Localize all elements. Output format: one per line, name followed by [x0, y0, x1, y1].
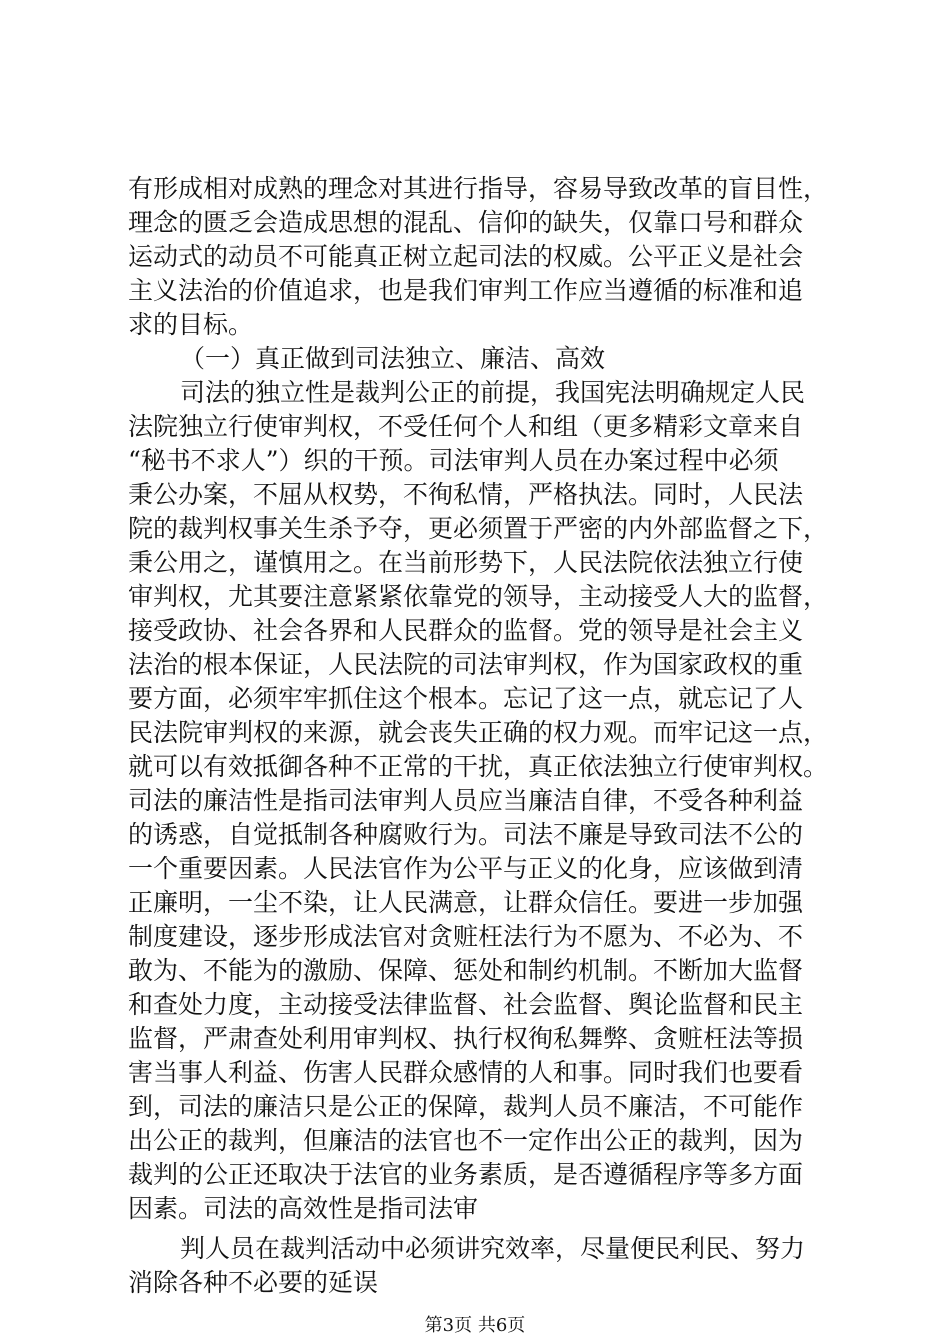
text-line: 主义法治的价值追求，也是我们审判工作应当遵循的标准和追	[128, 276, 804, 305]
text-line: 要方面，必须牢牢抓住这个根本。忘记了这一点，就忘记了人	[128, 684, 804, 713]
text-line: 院的裁判权事关生杀予夺，更必须置于严密的内外部监督之下，	[128, 514, 829, 543]
text-line: 判人员在裁判活动中必须讲究效率，尽量便民利民、努力	[180, 1234, 806, 1263]
text-line: 制度建设，逐步形成法官对贪赃枉法行为不愿为、不必为、不	[128, 922, 804, 951]
text-line: 监督，严肃查处利用审判权、执行权徇私舞弊、贪赃枉法等损	[128, 1024, 804, 1053]
text-line: 接受政协、社会各界和人民群众的监督。党的领导是社会主义	[128, 616, 804, 645]
text-line: 一个重要因素。人民法官作为公平与正义的化身，应该做到清	[128, 854, 804, 883]
text-line: 民法院审判权的来源，就会丧失正确的权力观。而牢记这一点，	[128, 718, 829, 747]
text-line: 就可以有效抵御各种不正常的干扰，真正依法独立行使审判权。	[128, 752, 829, 781]
section-heading: （一）真正做到司法独立、廉洁、高效	[180, 344, 606, 373]
text-line: 正廉明，一尘不染，让人民满意，让群众信任。要进一步加强	[128, 888, 804, 917]
text-line: 和查处力度，主动接受法律监督、社会监督、舆论监督和民主	[128, 990, 804, 1019]
text-line: 秉公办案，不屈从权势，不徇私情，严格执法。同时，人民法	[128, 480, 804, 509]
text-line: 司法的廉洁性是指司法审判人员应当廉洁自律，不受各种利益	[128, 786, 804, 815]
text-line: 司法的独立性是裁判公正的前提，我国宪法明确规定人民	[180, 378, 806, 407]
text-line: 出公正的裁判，但廉洁的法官也不一定作出公正的裁判，因为	[128, 1126, 804, 1155]
text-line: 求的目标。	[128, 310, 254, 339]
text-line: 法治的根本保证，人民法院的司法审判权，作为国家政权的重	[128, 650, 804, 679]
text-line: 审判权，尤其要注意紧紧依靠党的领导，主动接受人大的监督，	[128, 582, 829, 611]
page-footer: 第3页 共6页	[424, 1315, 526, 1336]
text-line: 有形成相对成熟的理念对其进行指导，容易导致改革的盲目性，	[128, 174, 829, 203]
text-line: 消除各种不必要的延误	[128, 1268, 379, 1297]
text-line: 裁判的公正还取决于法官的业务素质，是否遵循程序等多方面	[128, 1160, 804, 1189]
text-line: 因素。司法的高效性是指司法审	[128, 1194, 479, 1223]
text-line: 的诱惑，自觉抵制各种腐败行为。司法不廉是导致司法不公的	[128, 820, 804, 849]
text-line: 运动式的动员不可能真正树立起司法的权威。公平正义是社会	[128, 242, 804, 271]
text-line: 害当事人利益、伤害人民群众感情的人和事。同时我们也要看	[128, 1058, 804, 1087]
text-line: 秉公用之，谨慎用之。在当前形势下，人民法院依法独立行使	[128, 548, 804, 577]
text-line: 法院独立行使审判权，不受任何个人和组（更多精彩文章来自	[128, 412, 804, 441]
text-line: “秘书不求人”）织的干预。司法审判人员在办案过程中必须	[128, 446, 779, 475]
text-line: 理念的匮乏会造成思想的混乱、信仰的缺失，仅靠口号和群众	[128, 208, 804, 237]
text-line: 到，司法的廉洁只是公正的保障，裁判人员不廉洁，不可能作	[128, 1092, 804, 1121]
text-line: 敢为、不能为的激励、保障、惩处和制约机制。不断加大监督	[128, 956, 804, 985]
